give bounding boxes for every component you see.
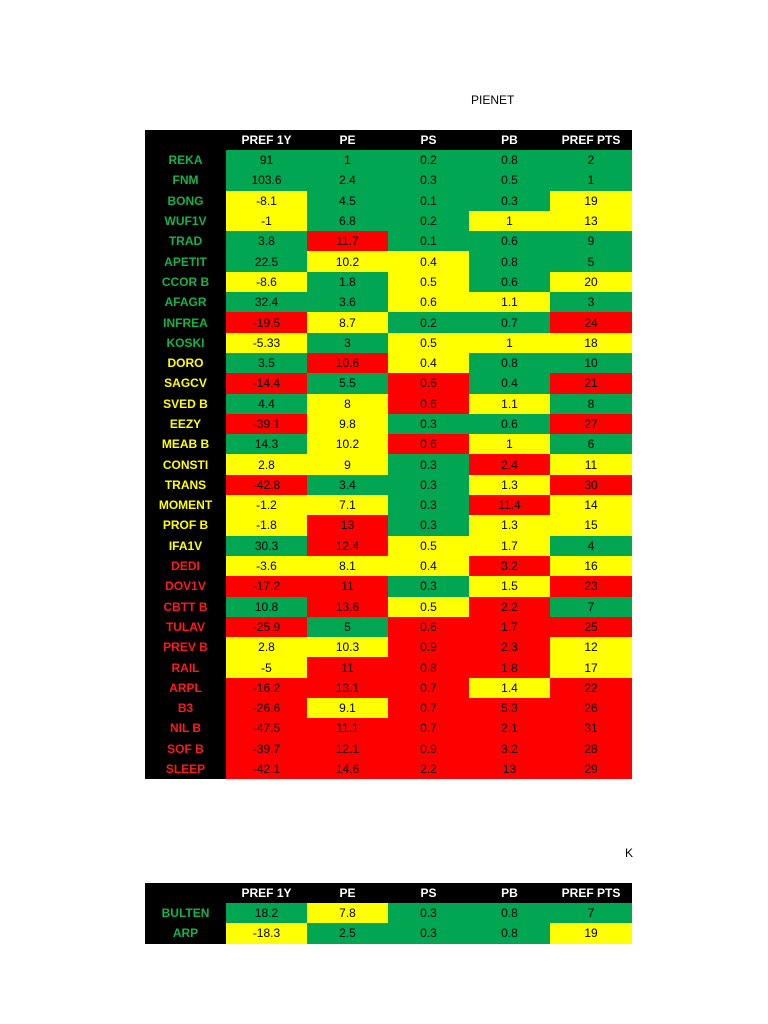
table-row [145,515,632,535]
value-cell: 0.4 [388,251,469,271]
column-header: PREF PTS [550,130,632,150]
table-row [145,272,632,292]
table-title-k: K [625,846,634,860]
value-cell: 10.8 [226,597,307,617]
value-cell: 11.7 [307,231,388,251]
value-cell: 12 [550,637,632,657]
column-header: PREF PTS [550,883,632,903]
valuation-table-pienet [145,130,632,779]
value-cell: -16.2 [226,678,307,698]
value-cell: 27 [550,414,632,434]
value-cell: 0.4 [388,353,469,373]
value-cell: -18.3 [226,923,307,943]
value-cell: -39.7 [226,739,307,759]
table-row [145,170,632,190]
value-cell: 0.5 [388,536,469,556]
table-row [145,211,632,231]
value-cell: 26 [550,698,632,718]
value-cell: 1 [307,150,388,170]
value-cell: 13 [307,515,388,535]
value-cell: 0.4 [469,373,550,393]
table-row [145,150,632,170]
value-cell: 0.9 [388,637,469,657]
value-cell: 0.6 [388,292,469,312]
value-cell: 0.3 [388,903,469,923]
value-cell: 1.4 [469,678,550,698]
value-cell: 2.2 [388,759,469,779]
value-cell: 10.2 [307,251,388,271]
value-cell: -1.2 [226,495,307,515]
value-cell: -1.8 [226,515,307,535]
value-cell: 2.4 [307,170,388,190]
value-cell: 24 [550,312,632,332]
value-cell: -25.9 [226,617,307,637]
value-cell: 23 [550,576,632,596]
value-cell: -19.5 [226,312,307,332]
value-cell: 0.3 [388,414,469,434]
company-name: CONSTI [145,454,226,474]
value-cell: 1 [469,434,550,454]
valuation-table-k [145,883,632,944]
table-row [145,191,632,211]
company-name: KOSKI [145,333,226,353]
value-cell: 8.1 [307,556,388,576]
column-header: PS [388,130,469,150]
value-cell: 0.1 [388,231,469,251]
company-name: BONG [145,191,226,211]
value-cell: 11 [550,454,632,474]
company-name: SOF B [145,739,226,759]
value-cell: 22.5 [226,251,307,271]
table-row [145,657,632,677]
value-cell: 0.5 [388,597,469,617]
value-cell: 1.5 [469,576,550,596]
value-cell: 7.8 [307,903,388,923]
value-cell: -17.2 [226,576,307,596]
value-cell: 22 [550,678,632,698]
value-cell: 1.8 [469,657,550,677]
value-cell: 0.6 [388,373,469,393]
value-cell: -14.4 [226,373,307,393]
value-cell: -39.1 [226,414,307,434]
value-cell: -5 [226,657,307,677]
company-name: NIL B [145,718,226,738]
value-cell: 11.4 [469,495,550,515]
table-row [145,576,632,596]
table-row [145,434,632,454]
value-cell: 0.3 [388,923,469,943]
value-cell: 0.3 [388,495,469,515]
company-name: TULAV [145,617,226,637]
value-cell: -42.1 [226,759,307,779]
value-cell: 13.6 [307,597,388,617]
column-header: PE [307,883,388,903]
value-cell: 0.7 [388,678,469,698]
value-cell: 18.2 [226,903,307,923]
table-row [145,903,632,923]
value-cell: 0.7 [388,698,469,718]
table-row [145,698,632,718]
value-cell: 0.4 [388,556,469,576]
value-cell: 0.9 [388,739,469,759]
value-cell: 3.5 [226,353,307,373]
value-cell: 0.3 [388,170,469,190]
column-header: PREF 1Y [226,130,307,150]
value-cell: 17 [550,657,632,677]
value-cell: 32.4 [226,292,307,312]
table-row [145,312,632,332]
company-name: SVED B [145,394,226,414]
value-cell: 8.7 [307,312,388,332]
value-cell: 0.7 [388,718,469,738]
value-cell: -8.6 [226,272,307,292]
value-cell: 0.6 [388,617,469,637]
column-header: PB [469,130,550,150]
company-name: PROF B [145,515,226,535]
company-name: MOMENT [145,495,226,515]
table-row [145,739,632,759]
value-cell: 3.8 [226,231,307,251]
value-cell: 5.3 [469,698,550,718]
company-name: DEDI [145,556,226,576]
table-row [145,759,632,779]
value-cell: -26.6 [226,698,307,718]
company-name: ARPL [145,678,226,698]
company-name: TRANS [145,475,226,495]
value-cell: 2.1 [469,718,550,738]
value-cell: 1.1 [469,292,550,312]
table-row [145,251,632,271]
value-cell: 1 [550,170,632,190]
company-name: CCOR B [145,272,226,292]
value-cell: 13 [469,759,550,779]
table-row [145,292,632,312]
table-row [145,414,632,434]
value-cell: 19 [550,191,632,211]
value-cell: 13 [550,211,632,231]
value-cell: 103.6 [226,170,307,190]
value-cell: 1.1 [469,394,550,414]
value-cell: 5 [307,617,388,637]
table-row [145,678,632,698]
value-cell: 10 [550,353,632,373]
value-cell: 10.2 [307,434,388,454]
value-cell: 12.4 [307,536,388,556]
company-name: DORO [145,353,226,373]
value-cell: 0.1 [388,191,469,211]
value-cell: 0.8 [388,657,469,677]
value-cell: 0.5 [388,333,469,353]
value-cell: -1 [226,211,307,231]
company-name: IFA1V [145,536,226,556]
column-header [145,883,226,903]
value-cell: 0.8 [469,923,550,943]
value-cell: 16 [550,556,632,576]
value-cell: 1 [469,211,550,231]
value-cell: 0.3 [469,191,550,211]
value-cell: 30 [550,475,632,495]
value-cell: 11.1 [307,718,388,738]
value-cell: 1.7 [469,617,550,637]
table-row [145,556,632,576]
value-cell: 0.3 [388,454,469,474]
value-cell: -3.6 [226,556,307,576]
value-cell: 30.3 [226,536,307,556]
table-row [145,495,632,515]
value-cell: 11 [307,576,388,596]
value-cell: 3.4 [307,475,388,495]
value-cell: 2.4 [469,454,550,474]
value-cell: 18 [550,333,632,353]
table-row [145,718,632,738]
value-cell: 1.3 [469,475,550,495]
value-cell: 5 [550,251,632,271]
column-header: PS [388,883,469,903]
value-cell: 4.4 [226,394,307,414]
company-name: SAGCV [145,373,226,393]
value-cell: 1.8 [307,272,388,292]
company-name: APETIT [145,251,226,271]
value-cell: 0.3 [388,515,469,535]
value-cell: 2.5 [307,923,388,943]
value-cell: 0.2 [388,312,469,332]
value-cell: 14 [550,495,632,515]
value-cell: 2.8 [226,454,307,474]
value-cell: 9.1 [307,698,388,718]
table-row [145,536,632,556]
company-name: SLEEP [145,759,226,779]
table-row [145,454,632,474]
value-cell: 0.2 [388,150,469,170]
company-name: PREV B [145,637,226,657]
value-cell: 3 [307,333,388,353]
column-header: PREF 1Y [226,883,307,903]
column-header [145,130,226,150]
value-cell: -8.1 [226,191,307,211]
company-name: TRAD [145,231,226,251]
value-cell: 7 [550,903,632,923]
value-cell: 91 [226,150,307,170]
value-cell: 0.8 [469,251,550,271]
table-row [145,923,632,943]
company-name: FNM [145,170,226,190]
value-cell: 9.8 [307,414,388,434]
value-cell: -42.8 [226,475,307,495]
table-row [145,353,632,373]
table-row [145,475,632,495]
value-cell: 7.1 [307,495,388,515]
value-cell: 8 [550,394,632,414]
company-name: CBTT B [145,597,226,617]
value-cell: 0.6 [469,231,550,251]
table-row [145,373,632,393]
value-cell: 3.2 [469,739,550,759]
value-cell: 1.3 [469,515,550,535]
company-name: ARP [145,923,226,943]
value-cell: 1 [469,333,550,353]
table-header-row [145,883,632,903]
value-cell: 6.8 [307,211,388,231]
value-cell: 0.8 [469,353,550,373]
value-cell: 0.6 [388,394,469,414]
value-cell: 19 [550,923,632,943]
value-cell: 8 [307,394,388,414]
value-cell: 4 [550,536,632,556]
value-cell: 0.7 [469,312,550,332]
value-cell: 7 [550,597,632,617]
value-cell: 2.8 [226,637,307,657]
value-cell: 3.2 [469,556,550,576]
value-cell: -47.5 [226,718,307,738]
table-title-pienet: PIENET [471,93,515,107]
value-cell: 3 [550,292,632,312]
company-name: AFAGR [145,292,226,312]
value-cell: 10.6 [307,353,388,373]
value-cell: -5.33 [226,333,307,353]
table-row [145,597,632,617]
value-cell: 0.6 [469,414,550,434]
table-header-row [145,130,632,150]
column-header: PB [469,883,550,903]
value-cell: 21 [550,373,632,393]
value-cell: 0.6 [469,272,550,292]
value-cell: 25 [550,617,632,637]
value-cell: 2 [550,150,632,170]
company-name: INFREA [145,312,226,332]
value-cell: 20 [550,272,632,292]
company-name: B3 [145,698,226,718]
value-cell: 11 [307,657,388,677]
table-row [145,394,632,414]
table-row [145,617,632,637]
table-row [145,637,632,657]
value-cell: 29 [550,759,632,779]
value-cell: 31 [550,718,632,738]
value-cell: 6 [550,434,632,454]
value-cell: 15 [550,515,632,535]
value-cell: 3.6 [307,292,388,312]
value-cell: 10.3 [307,637,388,657]
value-cell: 5.5 [307,373,388,393]
company-name: BULTEN [145,903,226,923]
value-cell: 0.8 [469,903,550,923]
value-cell: 12.1 [307,739,388,759]
table-row [145,231,632,251]
company-name: EEZY [145,414,226,434]
value-cell: 1.7 [469,536,550,556]
company-name: WUF1V [145,211,226,231]
company-name: RAIL [145,657,226,677]
table-row [145,333,632,353]
value-cell: 14.3 [226,434,307,454]
company-name: DOV1V [145,576,226,596]
value-cell: 2.2 [469,597,550,617]
value-cell: 0.5 [388,272,469,292]
value-cell: 9 [307,454,388,474]
value-cell: 0.5 [469,170,550,190]
value-cell: 14.6 [307,759,388,779]
column-header: PE [307,130,388,150]
value-cell: 4.5 [307,191,388,211]
value-cell: 0.3 [388,576,469,596]
value-cell: 0.6 [388,434,469,454]
value-cell: 13.1 [307,678,388,698]
value-cell: 0.2 [388,211,469,231]
value-cell: 9 [550,231,632,251]
value-cell: 2.3 [469,637,550,657]
company-name: REKA [145,150,226,170]
value-cell: 28 [550,739,632,759]
value-cell: 0.3 [388,475,469,495]
value-cell: 0.8 [469,150,550,170]
company-name: MEAB B [145,434,226,454]
